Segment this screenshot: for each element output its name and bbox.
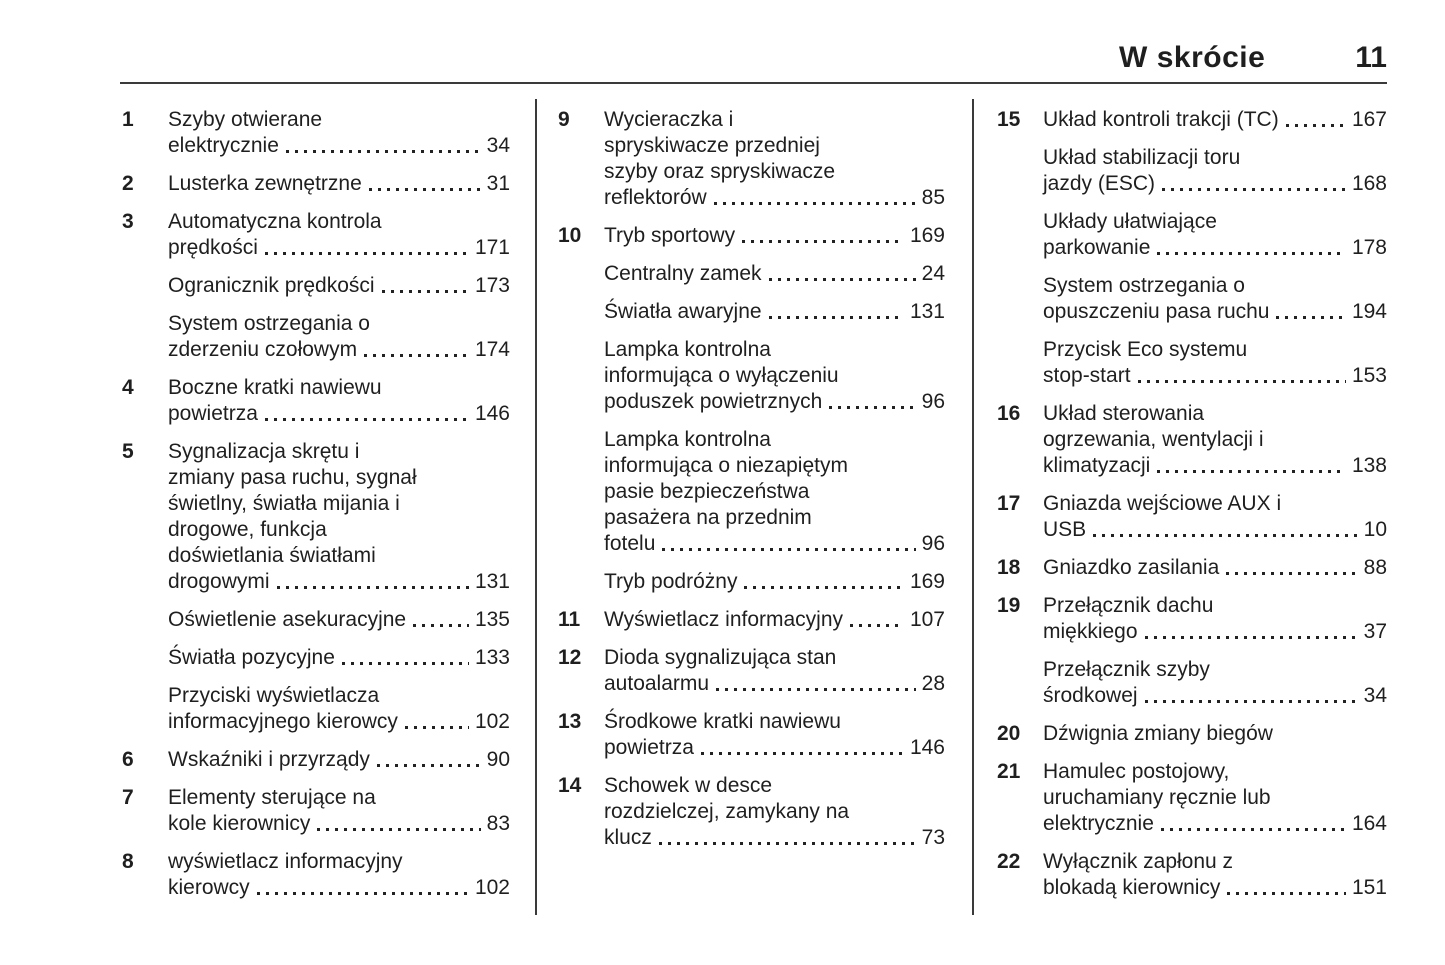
toc-entry-text: Tryb podróżny <box>604 570 738 593</box>
toc-entry-number: 2 <box>122 172 134 195</box>
toc-entry <box>558 337 945 415</box>
toc-entry-text: Automatyczna kontrola <box>168 210 382 233</box>
toc-entry-text: Układ sterowania <box>1043 402 1205 425</box>
toc-entry-text: Układ stabilizacji toru <box>1043 146 1241 169</box>
toc-entry-number: 16 <box>997 402 1021 425</box>
toc-entry-page: 28 <box>921 672 945 695</box>
toc-entry-text: Światła awaryjne <box>604 300 762 323</box>
dotted-leader <box>270 569 475 595</box>
toc-entry-page: 168 <box>1351 172 1387 195</box>
toc-entry-text: informująca o niezapiętym <box>604 454 848 477</box>
toc-entry-page: 10 <box>1363 518 1387 541</box>
toc-entry-text: Ogranicznik prędkości <box>168 274 375 297</box>
toc-entry-text: Schowek w desce <box>604 774 773 797</box>
dotted-leader <box>406 607 475 633</box>
toc-entry <box>122 209 510 261</box>
toc-entry-page: 131 <box>909 300 945 323</box>
dotted-leader <box>694 735 910 761</box>
dotted-leader <box>362 171 487 197</box>
toc-entry-text: szyby oraz spryskiwacze <box>604 160 836 183</box>
toc-entry-text: Wyświetlacz informacyjny <box>604 608 844 631</box>
toc-columns <box>122 99 1387 915</box>
toc-entry-page: 167 <box>1351 108 1387 131</box>
toc-entry-number: 17 <box>997 492 1021 515</box>
toc-entry-text: środkowej <box>1043 684 1138 707</box>
toc-entry-page: 102 <box>474 710 510 733</box>
toc-entry-page: 85 <box>921 186 945 209</box>
toc-entry-number: 19 <box>997 594 1021 617</box>
dotted-leader <box>762 261 922 287</box>
toc-entry <box>122 607 510 633</box>
toc-entry-number: 10 <box>558 224 582 247</box>
toc-entry-page: 174 <box>474 338 510 361</box>
toc-entry <box>558 223 945 249</box>
toc-entry-text: Centralny zamek <box>604 262 762 285</box>
toc-entry <box>122 645 510 671</box>
toc-entry <box>122 849 510 901</box>
toc-entry-page: 146 <box>909 736 945 759</box>
toc-entry <box>122 747 510 773</box>
header-rule <box>120 82 1387 84</box>
toc-entry-number: 20 <box>997 722 1021 745</box>
toc-entry-text: Środkowe kratki nawiewu <box>604 710 841 733</box>
toc-entry-text: drogowe, funkcja <box>168 518 327 541</box>
toc-entry <box>558 773 945 851</box>
toc-entry-number: 11 <box>558 608 581 631</box>
toc-entry-page: 34 <box>486 134 510 157</box>
toc-entry-text: uruchamiany ręcznie lub <box>1043 786 1271 809</box>
toc-entry-text: kole kierownicy <box>168 812 311 835</box>
toc-entry-page: 88 <box>1363 556 1387 579</box>
dotted-leader <box>1138 619 1364 645</box>
toc-entry-number: 5 <box>122 440 134 463</box>
toc-column <box>122 99 535 915</box>
toc-entry <box>558 299 945 325</box>
toc-entry-text: Gniazdko zasilania <box>1043 556 1220 579</box>
dotted-leader <box>258 401 475 427</box>
toc-entry-number: 8 <box>122 850 134 873</box>
toc-entry-page: 151 <box>1351 876 1387 899</box>
dotted-leader <box>707 185 922 211</box>
toc-entry-text: Tryb sportowy <box>604 224 736 247</box>
toc-entry <box>122 785 510 837</box>
toc-entry-page: 31 <box>486 172 510 195</box>
toc-entry-text: klucz <box>604 826 652 849</box>
dotted-leader <box>1155 171 1352 197</box>
toc-entry <box>997 145 1387 197</box>
toc-entry-text: System ostrzegania o <box>168 312 370 335</box>
toc-entry-text: parkowanie <box>1043 236 1151 259</box>
dotted-leader <box>1150 453 1352 479</box>
dotted-leader <box>398 709 475 735</box>
toc-entry-page: 133 <box>474 646 510 669</box>
dotted-leader <box>1154 811 1352 837</box>
toc-entry <box>558 709 945 761</box>
toc-entry-text: Dźwignia zmiany biegów <box>1043 722 1273 745</box>
toc-entry-text: powietrza <box>168 402 258 425</box>
dotted-leader <box>1150 235 1352 261</box>
toc-entry-text: informacyjnego kierowcy <box>168 710 398 733</box>
toc-entry-number: 1 <box>122 108 134 131</box>
chapter-title: W skrócie <box>1119 41 1266 74</box>
toc-entry-text: rozdzielczej, zamykany na <box>604 800 850 823</box>
toc-entry-text: Sygnalizacja skrętu i <box>168 440 360 463</box>
toc-entry-text: powietrza <box>604 736 694 759</box>
toc-entry-text: opuszczeniu pasa ruchu <box>1043 300 1270 323</box>
toc-entry-page: 138 <box>1351 454 1387 477</box>
dotted-leader <box>735 223 910 249</box>
toc-entry <box>997 555 1387 581</box>
toc-entry-page: 146 <box>474 402 510 425</box>
toc-entry-text: Lampka kontrolna <box>604 338 771 361</box>
toc-entry-page: 173 <box>474 274 510 297</box>
dotted-leader <box>843 607 910 633</box>
toc-entry-text: Dioda sygnalizująca stan <box>604 646 837 669</box>
dotted-leader <box>250 875 475 901</box>
toc-entry <box>997 759 1387 837</box>
toc-entry-number: 3 <box>122 210 134 233</box>
toc-entry-text: Hamulec postojowy, <box>1043 760 1230 783</box>
dotted-leader <box>1220 875 1352 901</box>
toc-entry <box>997 657 1387 709</box>
toc-entry-text: miękkiego <box>1043 620 1138 643</box>
toc-entry <box>122 683 510 735</box>
toc-entry-page: 37 <box>1363 620 1387 643</box>
toc-entry-page: 164 <box>1351 812 1387 835</box>
toc-entry-text: wyświetlacz informacyjny <box>168 850 403 873</box>
toc-entry-page: 169 <box>909 570 945 593</box>
toc-entry-number: 4 <box>122 376 134 399</box>
toc-entry-text: doświetlania światłami <box>168 544 376 567</box>
toc-entry-text: reflektorów <box>604 186 707 209</box>
toc-entry-page: 131 <box>474 570 510 593</box>
toc-column <box>535 99 972 915</box>
toc-entry <box>122 311 510 363</box>
toc-entry-page: 34 <box>1363 684 1387 707</box>
toc-entry <box>997 721 1387 747</box>
toc-entry-text: poduszek powietrznych <box>604 390 823 413</box>
toc-entry-text: jazdy (ESC) <box>1043 172 1156 195</box>
toc-entry-text: Szyby otwierane <box>168 108 323 131</box>
toc-entry-page: 171 <box>474 236 510 259</box>
toc-entry <box>997 849 1387 901</box>
dotted-leader <box>822 389 921 415</box>
toc-entry-number: 18 <box>997 556 1021 579</box>
toc-entry-text: blokadą kierownicy <box>1043 876 1221 899</box>
toc-entry-text: Przyciski wyświetlacza <box>168 684 380 707</box>
dotted-leader <box>652 825 922 851</box>
toc-entry-text: Układ kontroli trakcji (TC) <box>1043 108 1279 131</box>
toc-entry <box>997 337 1387 389</box>
toc-entry <box>997 491 1387 543</box>
toc-entry-number: 13 <box>558 710 582 733</box>
toc-entry <box>997 593 1387 645</box>
dotted-leader <box>370 747 487 773</box>
dotted-leader <box>1219 555 1363 581</box>
dotted-leader <box>375 273 475 299</box>
toc-entry-page: 96 <box>921 390 945 413</box>
dotted-leader <box>310 811 486 837</box>
dotted-leader <box>335 645 475 671</box>
toc-entry-page: 169 <box>909 224 945 247</box>
toc-entry <box>122 375 510 427</box>
dotted-leader <box>1269 299 1351 325</box>
toc-entry <box>122 273 510 299</box>
toc-entry-number: 6 <box>122 748 134 771</box>
toc-entry-text: pasie bezpieczeństwa <box>604 480 810 503</box>
toc-entry <box>558 107 945 211</box>
toc-entry-page: 178 <box>1351 236 1387 259</box>
toc-entry-text: Przełącznik dachu <box>1043 594 1214 617</box>
toc-entry-text: Przełącznik szyby <box>1043 658 1210 681</box>
dotted-leader <box>762 299 910 325</box>
toc-entry-text: Układy ułatwiające <box>1043 210 1217 233</box>
toc-entry <box>997 401 1387 479</box>
toc-entry <box>997 209 1387 261</box>
page-number: 11 <box>1355 41 1387 74</box>
toc-entry-text: świetlny, światła mijania i <box>168 492 400 515</box>
toc-entry-text: zderzeniu czołowym <box>168 338 358 361</box>
dotted-leader <box>709 671 922 697</box>
toc-entry-text: Przycisk Eco systemu <box>1043 338 1248 361</box>
toc-entry-number: 21 <box>997 760 1021 783</box>
toc-entry-number: 14 <box>558 774 582 797</box>
toc-entry-text: ogrzewania, wentylacji i <box>1043 428 1264 451</box>
toc-entry-page: 90 <box>486 748 510 771</box>
toc-entry-number: 7 <box>122 786 134 809</box>
dotted-leader <box>258 235 475 261</box>
dotted-leader <box>1138 683 1364 709</box>
toc-entry-text: drogowymi <box>168 570 270 593</box>
toc-entry <box>558 261 945 287</box>
toc-entry <box>558 427 945 557</box>
dotted-leader <box>1086 517 1363 543</box>
toc-entry-text: stop-start <box>1043 364 1131 387</box>
toc-entry-page: 194 <box>1351 300 1387 323</box>
toc-entry-number: 12 <box>558 646 582 669</box>
toc-entry-text: kierowcy <box>168 876 250 899</box>
toc-entry-text: Gniazda wejściowe AUX i <box>1043 492 1282 515</box>
toc-entry-page: 83 <box>486 812 510 835</box>
toc-entry-text: Wycieraczka i <box>604 108 734 131</box>
toc-entry-text: Lusterka zewnętrzne <box>168 172 362 195</box>
toc-entry-text: pasażera na przednim <box>604 506 812 529</box>
toc-entry-page: 153 <box>1351 364 1387 387</box>
toc-entry-text: fotelu <box>604 532 656 555</box>
toc-entry-page: 102 <box>474 876 510 899</box>
toc-entry-page: 73 <box>921 826 945 849</box>
toc-entry-text: Wyłącznik zapłonu z <box>1043 850 1234 873</box>
toc-entry-number: 15 <box>997 108 1021 131</box>
toc-entry-number: 22 <box>997 850 1021 873</box>
toc-entry <box>122 439 510 595</box>
toc-entry <box>122 171 510 197</box>
toc-entry-page: 96 <box>921 532 945 555</box>
toc-entry-page: 107 <box>909 608 945 631</box>
toc-entry-text: USB <box>1043 518 1087 541</box>
dotted-leader <box>655 531 921 557</box>
toc-entry-text: Oświetlenie asekuracyjne <box>168 608 407 631</box>
toc-entry-text: Elementy sterujące na <box>168 786 376 809</box>
toc-entry <box>997 273 1387 325</box>
toc-entry-text: System ostrzegania o <box>1043 274 1245 297</box>
dotted-leader <box>1131 363 1352 389</box>
page-header <box>120 0 1387 76</box>
toc-entry-text: klimatyzacji <box>1043 454 1151 477</box>
toc-entry-text: Światła pozycyjne <box>168 646 335 669</box>
toc-entry-text: Boczne kratki nawiewu <box>168 376 382 399</box>
toc-entry-text: Lampka kontrolna <box>604 428 771 451</box>
toc-entry-text: autoalarmu <box>604 672 710 695</box>
dotted-leader <box>357 337 475 363</box>
toc-entry-page: 135 <box>474 608 510 631</box>
toc-entry-text: elektrycznie <box>168 134 279 157</box>
toc-entry-text: Wskaźniki i przyrządy <box>168 748 370 771</box>
toc-entry <box>997 107 1387 133</box>
toc-entry <box>122 107 510 159</box>
dotted-leader <box>1279 107 1352 133</box>
toc-entry-text: informująca o wyłączeniu <box>604 364 839 387</box>
toc-entry-text: elektrycznie <box>1043 812 1154 835</box>
toc-entry <box>558 569 945 595</box>
toc-entry-text: prędkości <box>168 236 258 259</box>
toc-entry-text: spryskiwacze przedniej <box>604 134 820 157</box>
toc-entry-text: zmiany pasa ruchu, sygnał <box>168 466 417 489</box>
toc-entry-number: 9 <box>558 108 570 131</box>
toc-entry <box>558 607 945 633</box>
dotted-leader <box>737 569 910 595</box>
toc-column <box>972 99 1387 915</box>
toc-entry-page: 24 <box>921 262 945 285</box>
dotted-leader <box>279 133 487 159</box>
toc-entry <box>558 645 945 697</box>
